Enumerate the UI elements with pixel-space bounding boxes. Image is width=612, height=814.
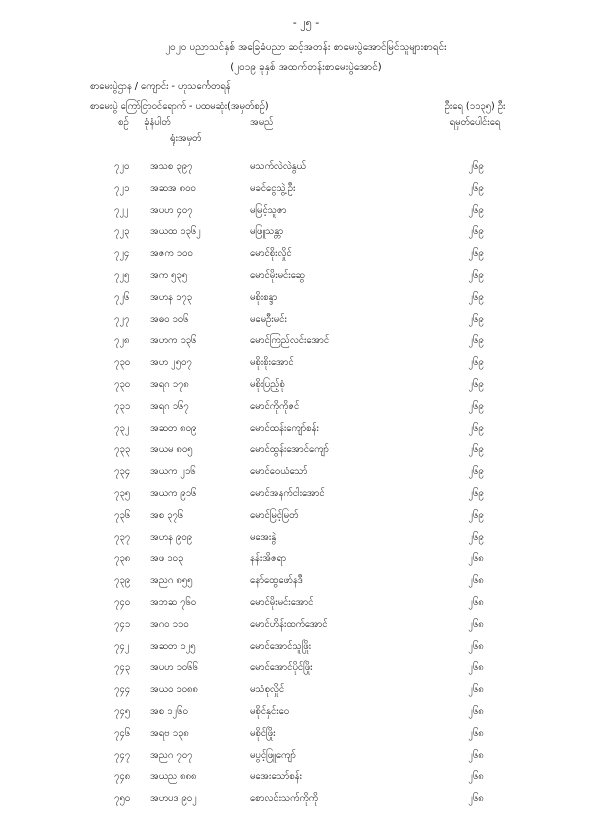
row-roll-number: အဆတ ၁၂၅ [150, 640, 196, 652]
row-roll-number: အဇက ၁၀၀ [150, 248, 193, 260]
row-name: မစိုးစိုးအောင် [250, 357, 294, 369]
row-roll-number: အပဟ ၁၀၆၆ [150, 662, 198, 674]
table-row [0, 531, 612, 553]
row-mark: ၂၆၉ [468, 204, 484, 216]
row-number: ၇၄၃ [114, 662, 131, 674]
row-name: မောင်မိုးမင်းဆွေ [250, 269, 305, 281]
row-number: ၇၃၇ [114, 531, 131, 543]
table-row [0, 422, 612, 444]
row-roll-number: အပဟ ၄၀၇ [150, 204, 193, 216]
row-mark: ၂၆၈ [468, 705, 484, 717]
row-name: စောလင်းသက်ကိုကို [250, 793, 319, 805]
row-roll-number: အယဝ ၁၀၈၈ [150, 684, 198, 696]
table-row [0, 770, 612, 792]
column-header-name: အမည် [250, 117, 274, 128]
table-row [0, 596, 612, 618]
row-name: မောင်အောင်သူဖြိုး [250, 640, 312, 652]
row-name: မအေးသော်စန်း [250, 771, 302, 783]
row-mark: ၂၆၉ [468, 226, 484, 238]
row-mark: ၂၆၉ [468, 335, 484, 347]
row-number: ၇၄၇ [114, 749, 131, 761]
row-roll-number: အရဂ ၁၆၇ [150, 400, 189, 412]
row-roll-number: အညဂ ၈၅၅ [150, 575, 193, 587]
row-number: ၇၃၉ [114, 575, 131, 587]
row-roll-number: အဆတ ၈၀၉ [150, 422, 197, 434]
row-roll-number: အဟပဒ ၉၀၂ [150, 793, 197, 805]
row-name: မမေဦးမင်း [250, 313, 287, 325]
row-number: ၇၃၂ [114, 422, 130, 434]
row-name: မောင်ဟိန်းထက်အောင် [250, 618, 328, 630]
row-mark: ၂၆၉ [468, 466, 484, 478]
table-row [0, 204, 612, 226]
row-number: ၇၄၅ [114, 705, 131, 717]
table-row [0, 291, 612, 313]
table-row [0, 225, 612, 247]
row-mark: ၂၆၈ [468, 793, 484, 805]
row-name: မမြင့်သူဇာ [250, 204, 287, 216]
table-row [0, 618, 612, 640]
table-row [0, 683, 612, 705]
row-name: မောင်ထန်းကျော်စန်း [250, 422, 319, 434]
row-name: မစိုးစန္ဒာ [250, 291, 278, 303]
table-row [0, 313, 612, 335]
row-name: မောင်ဝေယံသော် [250, 466, 308, 478]
row-name: မောင်ကိုကိုဇင် [250, 400, 300, 412]
table-row [0, 509, 612, 531]
row-mark: ၂၆၉ [468, 487, 484, 499]
row-roll-number: အသစ ၃၉၇ [150, 161, 193, 172]
row-mark: ၂၆၉ [468, 182, 484, 194]
row-mark: ၂၆၉ [468, 509, 484, 521]
row-mark: ၂၆၉ [468, 400, 484, 412]
row-mark: ၂၆၉ [468, 161, 484, 172]
row-number: ၇၄၈ [114, 771, 131, 783]
column-header-number: စဉ် [118, 117, 129, 128]
row-number: ၇၄၆ [114, 727, 131, 739]
row-roll-number: အဟန ၉၀၉ [150, 531, 192, 543]
row-name: မောင်အနက်ငါးအောင် [250, 487, 325, 499]
row-mark: ၂၆၉ [468, 248, 484, 260]
table-row [0, 356, 612, 378]
row-name: မအေးနွဲ [250, 531, 277, 543]
table-row [0, 247, 612, 269]
row-number: ၇၃၀ [114, 357, 131, 369]
document-title: ၂၀၂၀ ပညာသင်နှစ် အခြေခံပညာ ဆင့်အတန်း စာမေးပွဲအောင်မြင်သူများစာရင်း [165, 42, 447, 53]
row-number: ၇၅၀ [114, 793, 131, 805]
row-name: မောင်ကြည်လင်းအောင် [250, 335, 330, 347]
row-roll-number: အဆအ ၈၀၀ [150, 182, 196, 194]
table-row [0, 640, 612, 662]
row-number: ၇၂၀ [114, 161, 130, 172]
row-roll-number: အဟန ၁၇၃ [150, 291, 192, 303]
page-number: - ၂၅ - [292, 16, 320, 29]
table-row [0, 792, 612, 814]
row-name: နော်ထွေဖော်နဒီ [250, 575, 303, 587]
row-name: မဖြူသန္တာ [250, 226, 284, 238]
row-roll-number: အက ၅၃၅ [150, 269, 188, 281]
row-mark: ၂၆၈ [468, 771, 484, 783]
row-name: မစိုင်ဖြိုး [250, 727, 276, 739]
row-name: မစိုင်နှင်းဝေ [250, 705, 290, 717]
row-roll-number: အဖ ၁၀၃ [150, 553, 184, 565]
row-mark: ၂၆၉ [468, 531, 484, 543]
table-row [0, 160, 612, 182]
row-mark: ၂၆၉ [468, 378, 484, 390]
row-mark: ၂၆၈ [468, 749, 484, 761]
row-roll-number: အယထ ၁၃၆၂ [150, 226, 201, 238]
column-header-roll-sub: ရုံးအမှတ် [170, 133, 202, 144]
row-mark: ၂၆၉ [468, 269, 484, 281]
row-number: ၇၃၃ [114, 444, 131, 456]
row-mark: ၂၆၈ [468, 575, 484, 587]
row-number: ၇၂၄ [114, 248, 130, 260]
row-number: ၇၂၅ [114, 269, 130, 281]
row-roll-number: အညဂ ၇၀၇ [150, 749, 193, 761]
table-row [0, 749, 612, 771]
row-number: ၇၃၁ [114, 400, 131, 412]
table-row [0, 552, 612, 574]
row-number: ၇၂၇ [114, 313, 130, 325]
row-mark: ၂၆၈ [468, 727, 484, 739]
table-row [0, 182, 612, 204]
row-name: မောင်အောင်ပိုင်ဖြိုး [250, 662, 313, 674]
table-row [0, 334, 612, 356]
row-mark: ၂၆၉ [468, 357, 484, 369]
table-row [0, 378, 612, 400]
row-number: ၇၃၈ [114, 553, 131, 565]
row-mark: ၂၆၈ [468, 618, 484, 630]
row-number: ၇၄၀ [114, 596, 131, 608]
row-mark: ၂၆၉ [468, 313, 484, 325]
row-roll-number: အဓ၀ ၁၀၆ [150, 313, 189, 325]
row-mark: ၂၆၉ [468, 422, 484, 434]
row-roll-number: အယက ၉၁၆ [150, 487, 197, 499]
row-number: ၇၃၅ [114, 487, 131, 499]
row-number: ၇၂၁ [114, 182, 130, 194]
row-roll-number: အယမ ၈၀၅ [150, 444, 193, 456]
row-roll-number: အယည ၈၈၈ [150, 771, 197, 783]
table-row [0, 443, 612, 465]
row-number: ၇၄၄ [114, 684, 131, 696]
row-roll-number: အဟ ၂၅၀၇ [150, 357, 192, 369]
row-name: မသံစုလှိုင် [250, 684, 285, 696]
header-total-count: ဦးရေ (၁၁၃၅) ဦး [444, 101, 506, 112]
table-row [0, 269, 612, 291]
row-name: မောင်မိုးမင်းအောင် [250, 596, 314, 608]
row-roll-number: အစ ၃၇၆ [150, 509, 184, 521]
row-mark: ၂၆၉ [468, 444, 484, 456]
row-mark: ၂၆၈ [468, 596, 484, 608]
row-roll-number: အရဂ ၁၇၈ [150, 378, 189, 390]
row-mark: ၂၆၈ [468, 684, 484, 696]
table-row [0, 705, 612, 727]
row-roll-number: အစ ၁၂၆၀ [150, 705, 188, 717]
document-subtitle: (၂၀၁၉ ခုနှစ် အထက်တန်းစာမေးပွဲအောင်) [230, 62, 382, 73]
row-mark: ၂၆၈ [468, 640, 484, 652]
row-number: ၇၄၁ [114, 618, 131, 630]
results-table [0, 160, 612, 814]
row-mark: ၂၆၈ [468, 553, 484, 565]
row-number: ၇၃၀ [114, 378, 131, 390]
row-name: မောင်မြင့်မြတ် [250, 509, 299, 521]
row-name: မောင်စိုးလှိုင် [250, 248, 292, 260]
table-row [0, 727, 612, 749]
table-row [0, 465, 612, 487]
header-marks-label: ရမှတ်ပေါင်းရေ [449, 117, 501, 128]
region-line: စာမေးပွဲဌာန / ကျောင်း - ဟုသင်္ကေတရန် [90, 81, 231, 92]
row-number: ၇၂၆ [114, 291, 130, 303]
row-number: ၇၃၆ [114, 509, 131, 521]
table-row [0, 487, 612, 509]
row-name: မပွင့်ဖြူကျော် [250, 749, 296, 761]
header-center-line: စာမေးပွဲ ကြော်ငြာဝင်ရောက် - ပထမဆုံး(အမှတ်စဉ်) [90, 101, 269, 112]
table-row [0, 574, 612, 596]
table-row [0, 400, 612, 422]
row-roll-number: အယက ၂၁၆ [150, 466, 196, 478]
row-name: မစိုးပြည့်စုံ [250, 378, 285, 390]
row-name: နန်းအိဇရာ [250, 553, 286, 565]
row-name: မခင်ငွေသွဲ့ဦး [250, 182, 296, 194]
column-header-roll: ခုံနံပါတ် [144, 117, 171, 128]
row-name: မသက်လဲလဲနွယ် [250, 161, 306, 172]
row-mark: ၂၆၈ [468, 662, 484, 674]
row-roll-number: အဟက ၁၃၆ [150, 335, 197, 347]
row-number: ၇၃၄ [114, 466, 131, 478]
row-mark: ၂၆၉ [468, 291, 484, 303]
row-roll-number: အဂ၀ ၁၁၀ [150, 618, 189, 630]
row-roll-number: အဘဆ ၇၆၀ [150, 596, 197, 608]
row-roll-number: အရဗ ၁၃၈ [150, 727, 189, 739]
table-row [0, 661, 612, 683]
row-number: ၇၂၂ [114, 204, 129, 216]
row-number: ၇၄၂ [114, 640, 130, 652]
row-number: ၇၂၈ [114, 335, 130, 347]
row-name: မောင်ထွန်းအောင်ကျော် [250, 444, 329, 456]
row-number: ၇၂၃ [114, 226, 130, 238]
